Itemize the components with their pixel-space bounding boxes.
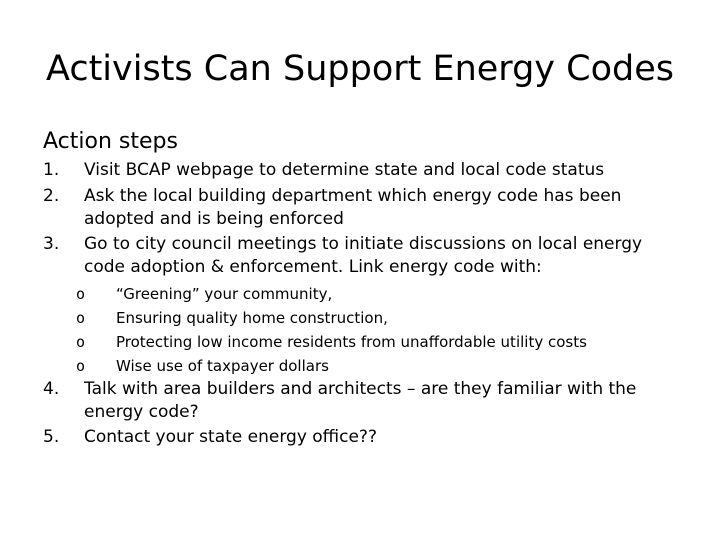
sub-item-text: Protecting low income residents from unaffordable utility costs	[116, 333, 587, 351]
step-text-line: adopted and is being enforced	[84, 209, 344, 229]
sub-item-text: Wise use of taxpayer dollars	[116, 357, 329, 375]
step-text-line: Go to city council meetings to initiate discussions on local energy	[84, 234, 643, 254]
step-text	[84, 233, 684, 279]
hollow-bullet-icon: o	[76, 285, 86, 303]
hollow-bullet-icon: o	[76, 333, 86, 351]
step-text-line: energy code?	[84, 402, 199, 422]
hollow-bullet-icon: o	[76, 357, 86, 375]
step-item-4	[43, 378, 683, 424]
step-item-1	[43, 159, 683, 182]
step-text-line: Ask the local building department which energy code has been	[84, 186, 622, 206]
sub-item-text: Ensuring quality home construction,	[116, 309, 388, 327]
step-text-line: Contact your state energy office??	[84, 427, 377, 447]
step-text	[84, 185, 684, 231]
step-text-line: code adoption & enforcement. Link energy code with:	[84, 257, 542, 277]
step-text	[84, 378, 684, 424]
slide-title: Activists Can Support Energy Codes	[46, 49, 674, 89]
step-item-2	[43, 185, 683, 231]
step-number: 5.	[43, 427, 60, 447]
step-text-line: Visit BCAP webpage to determine state and local code status	[84, 160, 605, 180]
step-number: 1.	[43, 160, 60, 180]
step-item-5	[43, 426, 683, 449]
hollow-bullet-icon: o	[76, 309, 86, 327]
step-number: 4.	[43, 379, 60, 399]
step-text	[84, 159, 684, 182]
sub-item-text: “Greening” your community,	[116, 285, 333, 303]
step-number: 3.	[43, 234, 60, 254]
step-item-3	[43, 233, 683, 279]
action-steps-heading: Action steps	[43, 129, 178, 154]
step-number: 2.	[43, 186, 60, 206]
step-text-line: Talk with area builders and architects – are they familiar with the	[84, 379, 637, 399]
step-text	[84, 426, 684, 449]
